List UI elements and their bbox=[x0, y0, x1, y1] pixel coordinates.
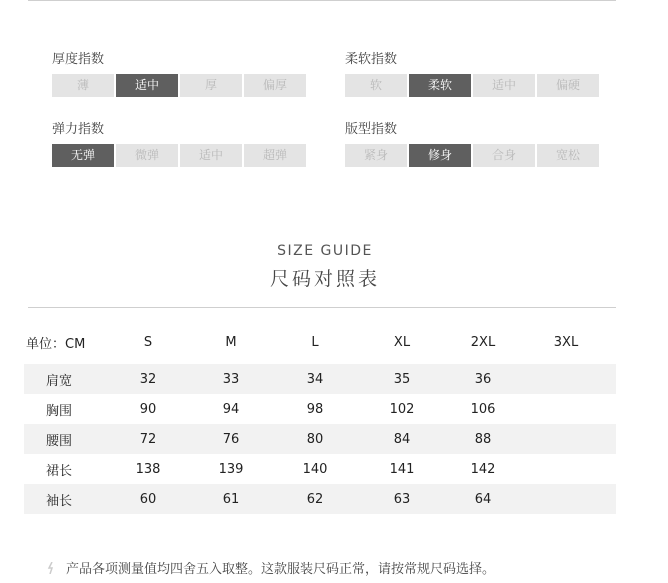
table-cell: 88 bbox=[474, 431, 492, 447]
table-cell bbox=[536, 364, 596, 394]
table-cell: 139 bbox=[218, 461, 244, 477]
table-cell: 141 bbox=[389, 461, 415, 477]
table-cell: 33 bbox=[222, 371, 240, 387]
table-cell: 102 bbox=[389, 401, 415, 417]
index-title: 版型指数 bbox=[345, 122, 398, 137]
row-label: 胸围 bbox=[45, 403, 72, 419]
size-note bbox=[46, 558, 495, 577]
index-fit bbox=[345, 122, 601, 167]
table-cell: 142 bbox=[470, 461, 496, 477]
option-medium: 适中 bbox=[473, 74, 535, 97]
option-thin: 薄 bbox=[52, 74, 114, 97]
table-cell: 62 bbox=[306, 491, 324, 507]
table-cell: 32 bbox=[139, 371, 157, 387]
table-cell: 138 bbox=[135, 461, 161, 477]
row-label: 肩宽 bbox=[45, 373, 72, 389]
table-cell: 36 bbox=[474, 371, 492, 387]
index-softness bbox=[345, 52, 601, 97]
table-cell: 98 bbox=[306, 401, 324, 417]
table-row bbox=[24, 484, 616, 514]
table-cell: 61 bbox=[222, 491, 240, 507]
option-thick: 厚 bbox=[180, 74, 242, 97]
table-cell: 76 bbox=[222, 431, 240, 447]
table-row bbox=[24, 394, 616, 424]
table-cell: 35 bbox=[393, 371, 411, 387]
table-cell: 80 bbox=[306, 431, 324, 447]
table-cell: 34 bbox=[306, 371, 324, 387]
table-cell: 64 bbox=[474, 491, 492, 507]
thickness-options bbox=[52, 74, 308, 97]
fit-options bbox=[345, 144, 601, 167]
option-stiff: 偏硬 bbox=[537, 74, 599, 97]
index-title: 柔软指数 bbox=[345, 52, 398, 67]
table-cell: 106 bbox=[470, 401, 496, 417]
option-tight: 紧身 bbox=[345, 144, 407, 167]
row-label: 裙长 bbox=[45, 463, 72, 479]
table-cell bbox=[536, 454, 596, 484]
index-thickness bbox=[52, 52, 308, 97]
option-medium: 适中 bbox=[180, 144, 242, 167]
softness-options bbox=[345, 74, 601, 97]
table-row bbox=[24, 454, 616, 484]
option-slim: 修身 bbox=[409, 144, 471, 167]
table-cell: 63 bbox=[393, 491, 411, 507]
row-label: 袖长 bbox=[45, 493, 72, 509]
table-cell: 140 bbox=[302, 461, 328, 477]
table-cell bbox=[536, 424, 596, 454]
size-header: XL bbox=[393, 334, 411, 350]
elasticity-options bbox=[52, 144, 308, 167]
size-note-text: 产品各项测量值均四舍五入取整。这款服装尺码正常，请按常规尺码选择。 bbox=[66, 562, 496, 577]
option-very-soft: 柔软 bbox=[409, 74, 471, 97]
option-regular: 合身 bbox=[473, 144, 535, 167]
table-cell bbox=[536, 484, 596, 514]
table-cell: 60 bbox=[139, 491, 157, 507]
table-row bbox=[24, 424, 616, 454]
size-guide-title-cn: 尺码对照表 bbox=[269, 268, 380, 290]
option-loose: 宽松 bbox=[537, 144, 599, 167]
index-title: 厚度指数 bbox=[52, 52, 105, 67]
unit-label: 单位：CM bbox=[26, 336, 86, 352]
table-cell: 90 bbox=[139, 401, 157, 417]
size-guide-title-en: SIZE GUIDE bbox=[277, 243, 373, 259]
table-header-row bbox=[24, 328, 616, 356]
row-label: 腰围 bbox=[45, 433, 72, 449]
option-medium: 适中 bbox=[116, 74, 178, 97]
size-header: M bbox=[225, 334, 237, 350]
size-header: 3XL bbox=[553, 334, 579, 350]
table-cell: 72 bbox=[139, 431, 157, 447]
table-row bbox=[24, 364, 616, 394]
size-guide-divider bbox=[28, 307, 616, 308]
index-elasticity bbox=[52, 122, 308, 167]
top-divider bbox=[28, 0, 616, 1]
size-header: 2XL bbox=[470, 334, 496, 350]
size-header: L bbox=[311, 334, 319, 350]
option-slight-stretch: 微弹 bbox=[116, 144, 178, 167]
option-no-stretch: 无弹 bbox=[52, 144, 114, 167]
index-title: 弹力指数 bbox=[52, 122, 105, 137]
size-header: S bbox=[143, 334, 153, 350]
table-cell: 84 bbox=[393, 431, 411, 447]
option-extra-thick: 偏厚 bbox=[244, 74, 306, 97]
option-soft: 软 bbox=[345, 74, 407, 97]
table-cell bbox=[536, 394, 596, 424]
table-cell: 94 bbox=[222, 401, 240, 417]
note-quote-icon bbox=[46, 562, 56, 574]
size-table bbox=[24, 328, 616, 514]
option-super-stretch: 超弹 bbox=[244, 144, 306, 167]
